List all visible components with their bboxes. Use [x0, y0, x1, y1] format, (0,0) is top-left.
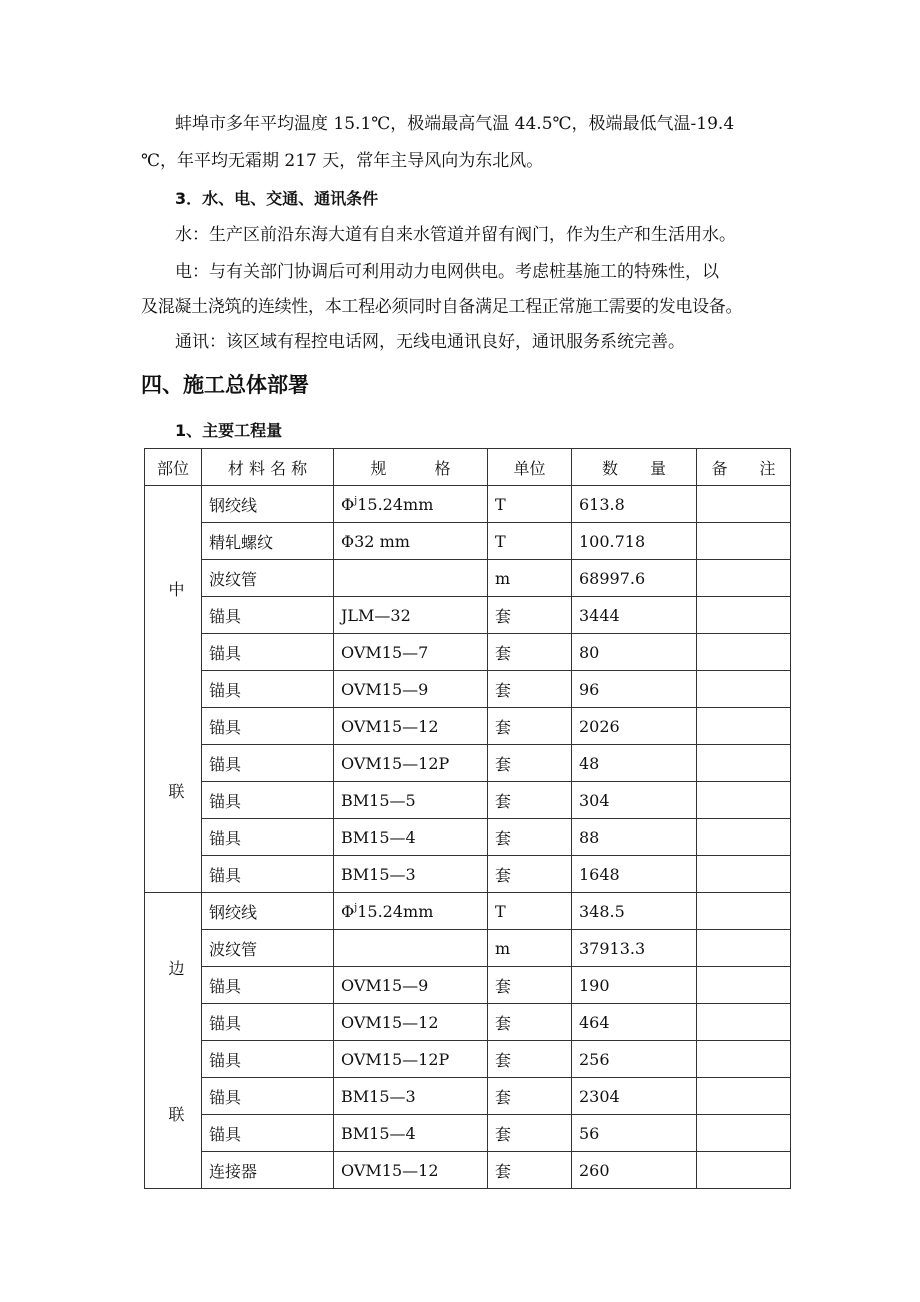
material-name-cell: 钢绞线: [202, 486, 334, 523]
unit-cell: T: [488, 893, 572, 930]
spec-cell: [334, 856, 488, 893]
spec-main: Φ32 mm: [341, 531, 410, 551]
spec-superscript: j: [354, 495, 358, 507]
remark-cell: [697, 486, 791, 523]
spec-cell: [334, 1078, 488, 1115]
climate-line-1: 蚌埠市多年平均温度 15.1℃，极端最高气温 44.5℃，极端最低气温-19.4: [175, 114, 735, 134]
material-name-cell: 锚具: [202, 782, 334, 819]
climate-line-2: ℃，年平均无霜期 217 天，常年主导风向为东北风。: [141, 151, 544, 171]
material-name-cell: 波纹管: [202, 930, 334, 967]
table-row: [145, 486, 791, 523]
spec-main: BM15—3: [341, 1086, 416, 1106]
table-row: [145, 856, 791, 893]
table-row: [145, 967, 791, 1004]
material-name-cell: 锚具: [202, 967, 334, 1004]
comms-paragraph: 通讯：该区域有程控电话网，无线电通讯良好，通讯服务系统完善。: [175, 332, 685, 352]
quantity-table: [144, 448, 791, 1189]
unit-cell: 套: [488, 967, 572, 1004]
header-name: 材 料 名 称: [202, 449, 334, 486]
quantity-cell: 348.5: [572, 893, 697, 930]
material-name-cell: 锚具: [202, 1078, 334, 1115]
remark-cell: [697, 893, 791, 930]
quantity-cell: 1648: [572, 856, 697, 893]
material-name-cell: 锚具: [202, 1115, 334, 1152]
group-side-span: [145, 893, 791, 1189]
spec-main: OVM15—12P: [341, 1049, 450, 1069]
spec-cell: [334, 597, 488, 634]
unit-cell: T: [488, 523, 572, 560]
remark-cell: [697, 597, 791, 634]
spec-main: BM15—5: [341, 790, 416, 810]
part-label-top: 中: [168, 579, 185, 599]
spec-cell: [334, 819, 488, 856]
table-row: [145, 523, 791, 560]
material-name-cell: 锚具: [202, 634, 334, 671]
remark-cell: [697, 819, 791, 856]
quantity-cell: 80: [572, 634, 697, 671]
remark-cell: [697, 1152, 791, 1189]
spec-main: BM15—4: [341, 1123, 416, 1143]
remark-cell: [697, 745, 791, 782]
table-row: [145, 1115, 791, 1152]
unit-cell: 套: [488, 708, 572, 745]
remark-cell: [697, 1041, 791, 1078]
quantity-cell: 613.8: [572, 486, 697, 523]
header-remark: 备 注: [697, 449, 791, 486]
table-row: [145, 782, 791, 819]
power-line-2: 及混凝土浇筑的连续性，本工程必须同时自备满足工程正常施工需要的发电设备。: [141, 297, 743, 317]
remark-cell: [697, 967, 791, 1004]
unit-cell: m: [488, 560, 572, 597]
unit-cell: 套: [488, 1115, 572, 1152]
unit-cell: 套: [488, 819, 572, 856]
quantity-cell: 88: [572, 819, 697, 856]
material-name-cell: 锚具: [202, 856, 334, 893]
unit-cell: 套: [488, 1078, 572, 1115]
table-row: [145, 634, 791, 671]
power-line-1: 电：与有关部门协调后可利用动力电网供电。考虑桩基施工的特殊性，以: [175, 262, 719, 282]
quantity-cell: 96: [572, 671, 697, 708]
part-label-bottom: 联: [168, 781, 185, 801]
quantity-cell: 68997.6: [572, 560, 697, 597]
spec-cell: [334, 1041, 488, 1078]
spec-cell: [334, 523, 488, 560]
quantity-cell: 260: [572, 1152, 697, 1189]
unit-cell: 套: [488, 782, 572, 819]
spec-main: OVM15—12: [341, 1012, 439, 1032]
material-name-cell: 锚具: [202, 745, 334, 782]
part-cell: [145, 893, 202, 1189]
header-part: 部位: [145, 449, 202, 486]
quantity-cell: 3444: [572, 597, 697, 634]
spec-main: OVM15—7: [341, 642, 429, 662]
spec-cell: [334, 671, 488, 708]
unit-cell: T: [488, 486, 572, 523]
unit-cell: 套: [488, 1152, 572, 1189]
table-row: [145, 1041, 791, 1078]
material-name-cell: 锚具: [202, 671, 334, 708]
spec-main: OVM15—12: [341, 1160, 439, 1180]
spec-cell: [334, 782, 488, 819]
unit-cell: 套: [488, 634, 572, 671]
table-row: [145, 1004, 791, 1041]
material-name-cell: 精轧螺纹: [202, 523, 334, 560]
spec-main: OVM15—9: [341, 975, 429, 995]
quantity-cell: 190: [572, 967, 697, 1004]
conditions-heading: 3．水、电、交通、通讯条件: [175, 189, 379, 208]
section-title: 四、施工总体部署: [141, 373, 309, 397]
spec-cell: [334, 634, 488, 671]
remark-cell: [697, 523, 791, 560]
part-cell: [145, 486, 202, 893]
climate-paragraph-cont: [141, 143, 791, 180]
header-unit: 单位: [488, 449, 572, 486]
material-name-cell: 连接器: [202, 1152, 334, 1189]
material-name-cell: 锚具: [202, 1004, 334, 1041]
unit-cell: 套: [488, 671, 572, 708]
quantity-cell: 37913.3: [572, 930, 697, 967]
table-row: [145, 597, 791, 634]
table-row: [145, 560, 791, 597]
spec-main: BM15—4: [341, 827, 416, 847]
table-row: [145, 1078, 791, 1115]
spec-cell: [334, 930, 488, 967]
material-name-cell: 锚具: [202, 819, 334, 856]
group-middle-span: [145, 486, 791, 893]
material-name-cell: 钢绞线: [202, 893, 334, 930]
spec-superscript: j: [354, 902, 358, 914]
climate-paragraph: [141, 106, 791, 143]
table-row: [145, 671, 791, 708]
subsection-title: 1、主要工程量: [175, 421, 283, 440]
quantity-cell: 100.718: [572, 523, 697, 560]
material-name-cell: 锚具: [202, 597, 334, 634]
spec-main: Φ: [341, 494, 355, 514]
table-header-row: [145, 449, 791, 486]
quantity-cell: 48: [572, 745, 697, 782]
remark-cell: [697, 708, 791, 745]
spec-cell: [334, 708, 488, 745]
spec-cell: [334, 1004, 488, 1041]
material-name-cell: 波纹管: [202, 560, 334, 597]
remark-cell: [697, 1078, 791, 1115]
spec-cell: [334, 1115, 488, 1152]
remark-cell: [697, 1004, 791, 1041]
unit-cell: m: [488, 930, 572, 967]
unit-cell: 套: [488, 597, 572, 634]
spec-main: JLM—32: [341, 605, 411, 625]
unit-cell: 套: [488, 856, 572, 893]
spec-cell: [334, 745, 488, 782]
quantity-cell: 304: [572, 782, 697, 819]
quantity-cell: 56: [572, 1115, 697, 1152]
quantity-cell: 2026: [572, 708, 697, 745]
remark-cell: [697, 930, 791, 967]
water-paragraph: 水：生产区前沿东海大道有自来水管道并留有阀门，作为生产和生活用水。: [175, 225, 736, 245]
spec-cell: [334, 560, 488, 597]
spec-main: BM15—3: [341, 864, 416, 884]
header-qty: 数 量: [572, 449, 697, 486]
table-row: [145, 708, 791, 745]
spec-main: OVM15—12P: [341, 753, 450, 773]
spec-main: Φ: [341, 901, 355, 921]
quantity-cell: 464: [572, 1004, 697, 1041]
spec-cell: [334, 1152, 488, 1189]
remark-cell: [697, 1115, 791, 1152]
table-row: [145, 893, 791, 930]
remark-cell: [697, 560, 791, 597]
table-row: [145, 1152, 791, 1189]
spec-cell: [334, 967, 488, 1004]
material-name-cell: 锚具: [202, 1041, 334, 1078]
unit-cell: 套: [488, 1041, 572, 1078]
remark-cell: [697, 634, 791, 671]
header-spec: 规 格: [334, 449, 488, 486]
spec-rest: 15.24mm: [357, 494, 434, 514]
spec-cell: [334, 893, 488, 930]
table-row: [145, 745, 791, 782]
unit-cell: 套: [488, 745, 572, 782]
remark-cell: [697, 671, 791, 708]
spec-rest: 15.24mm: [357, 901, 434, 921]
remark-cell: [697, 856, 791, 893]
unit-cell: 套: [488, 1004, 572, 1041]
spec-cell: [334, 486, 488, 523]
quantity-cell: 2304: [572, 1078, 697, 1115]
spec-main: OVM15—9: [341, 679, 429, 699]
part-label-top: 边: [168, 958, 185, 978]
material-name-cell: 锚具: [202, 708, 334, 745]
remark-cell: [697, 782, 791, 819]
spec-main: OVM15—12: [341, 716, 439, 736]
part-label-bottom: 联: [168, 1105, 185, 1125]
table-row: [145, 819, 791, 856]
quantity-cell: 256: [572, 1041, 697, 1078]
table-row: [145, 930, 791, 967]
